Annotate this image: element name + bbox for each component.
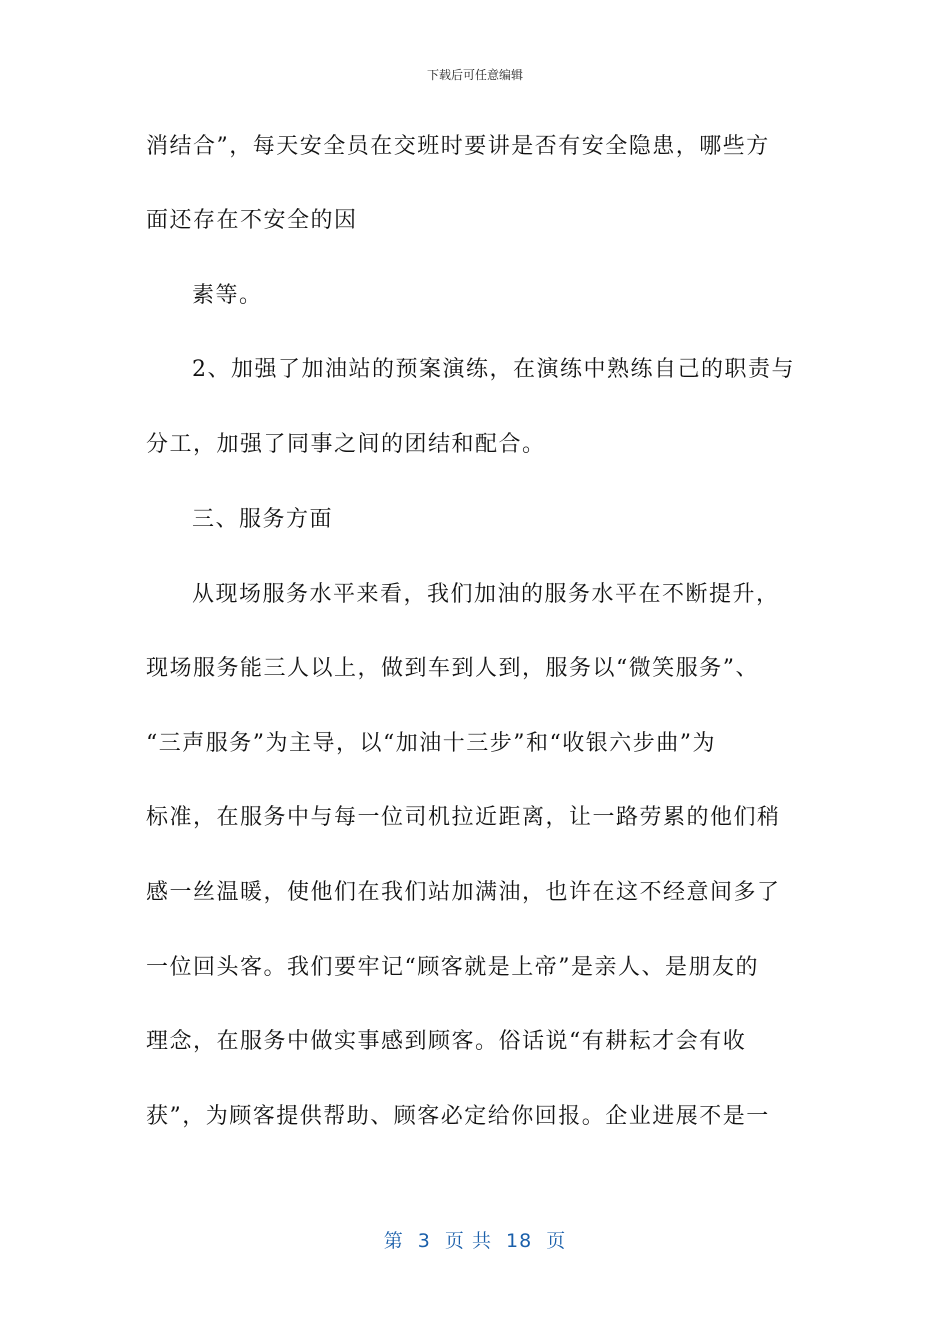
text-line-4: 2、加强了加油站的预案演练，在演练中熟练自己的职责与 — [192, 357, 795, 382]
text-line-1: 消结合”，每天安全员在交班时要讲是否有安全隐患，哪些方 — [146, 134, 770, 159]
text-line-7: 从现场服务水平来看，我们加油的服务水平在不断提升， — [192, 582, 780, 607]
text-line-14: 获”，为顾客提供帮助、顾客必定给你回报。企业进展不是一 — [146, 1104, 770, 1129]
page-number-footer: 第 3 页 共 18 页 — [383, 1230, 567, 1252]
text-line-5: 分工，加强了同事之间的团结和配合。 — [146, 432, 546, 457]
text-line-3: 素等。 — [192, 283, 263, 308]
section-heading: 三、服务方面 — [192, 507, 334, 532]
text-line-2: 面还存在不安全的因 — [146, 208, 358, 233]
text-line-13: 理念，在服务中做实事感到顾客。俗话说“有耕耘才会有收 — [146, 1029, 747, 1054]
text-line-12: 一位回头客。我们要牢记“顾客就是上帝”是亲人、是朋友的 — [146, 955, 759, 980]
text-line-11: 感一丝温暖，使他们在我们站加满油，也许在这不经意间多了 — [146, 880, 781, 905]
text-line-8: 现场服务能三人以上，做到车到人到，服务以“微笑服务”、 — [146, 656, 759, 681]
text-line-9: “三声服务”为主导，以“加油十三步”和“收银六步曲”为 — [146, 731, 716, 756]
page-header-note: 下载后可任意编辑 — [426, 68, 523, 82]
text-line-10: 标准，在服务中与每一位司机拉近距离，让一路劳累的他们稍 — [146, 805, 781, 830]
